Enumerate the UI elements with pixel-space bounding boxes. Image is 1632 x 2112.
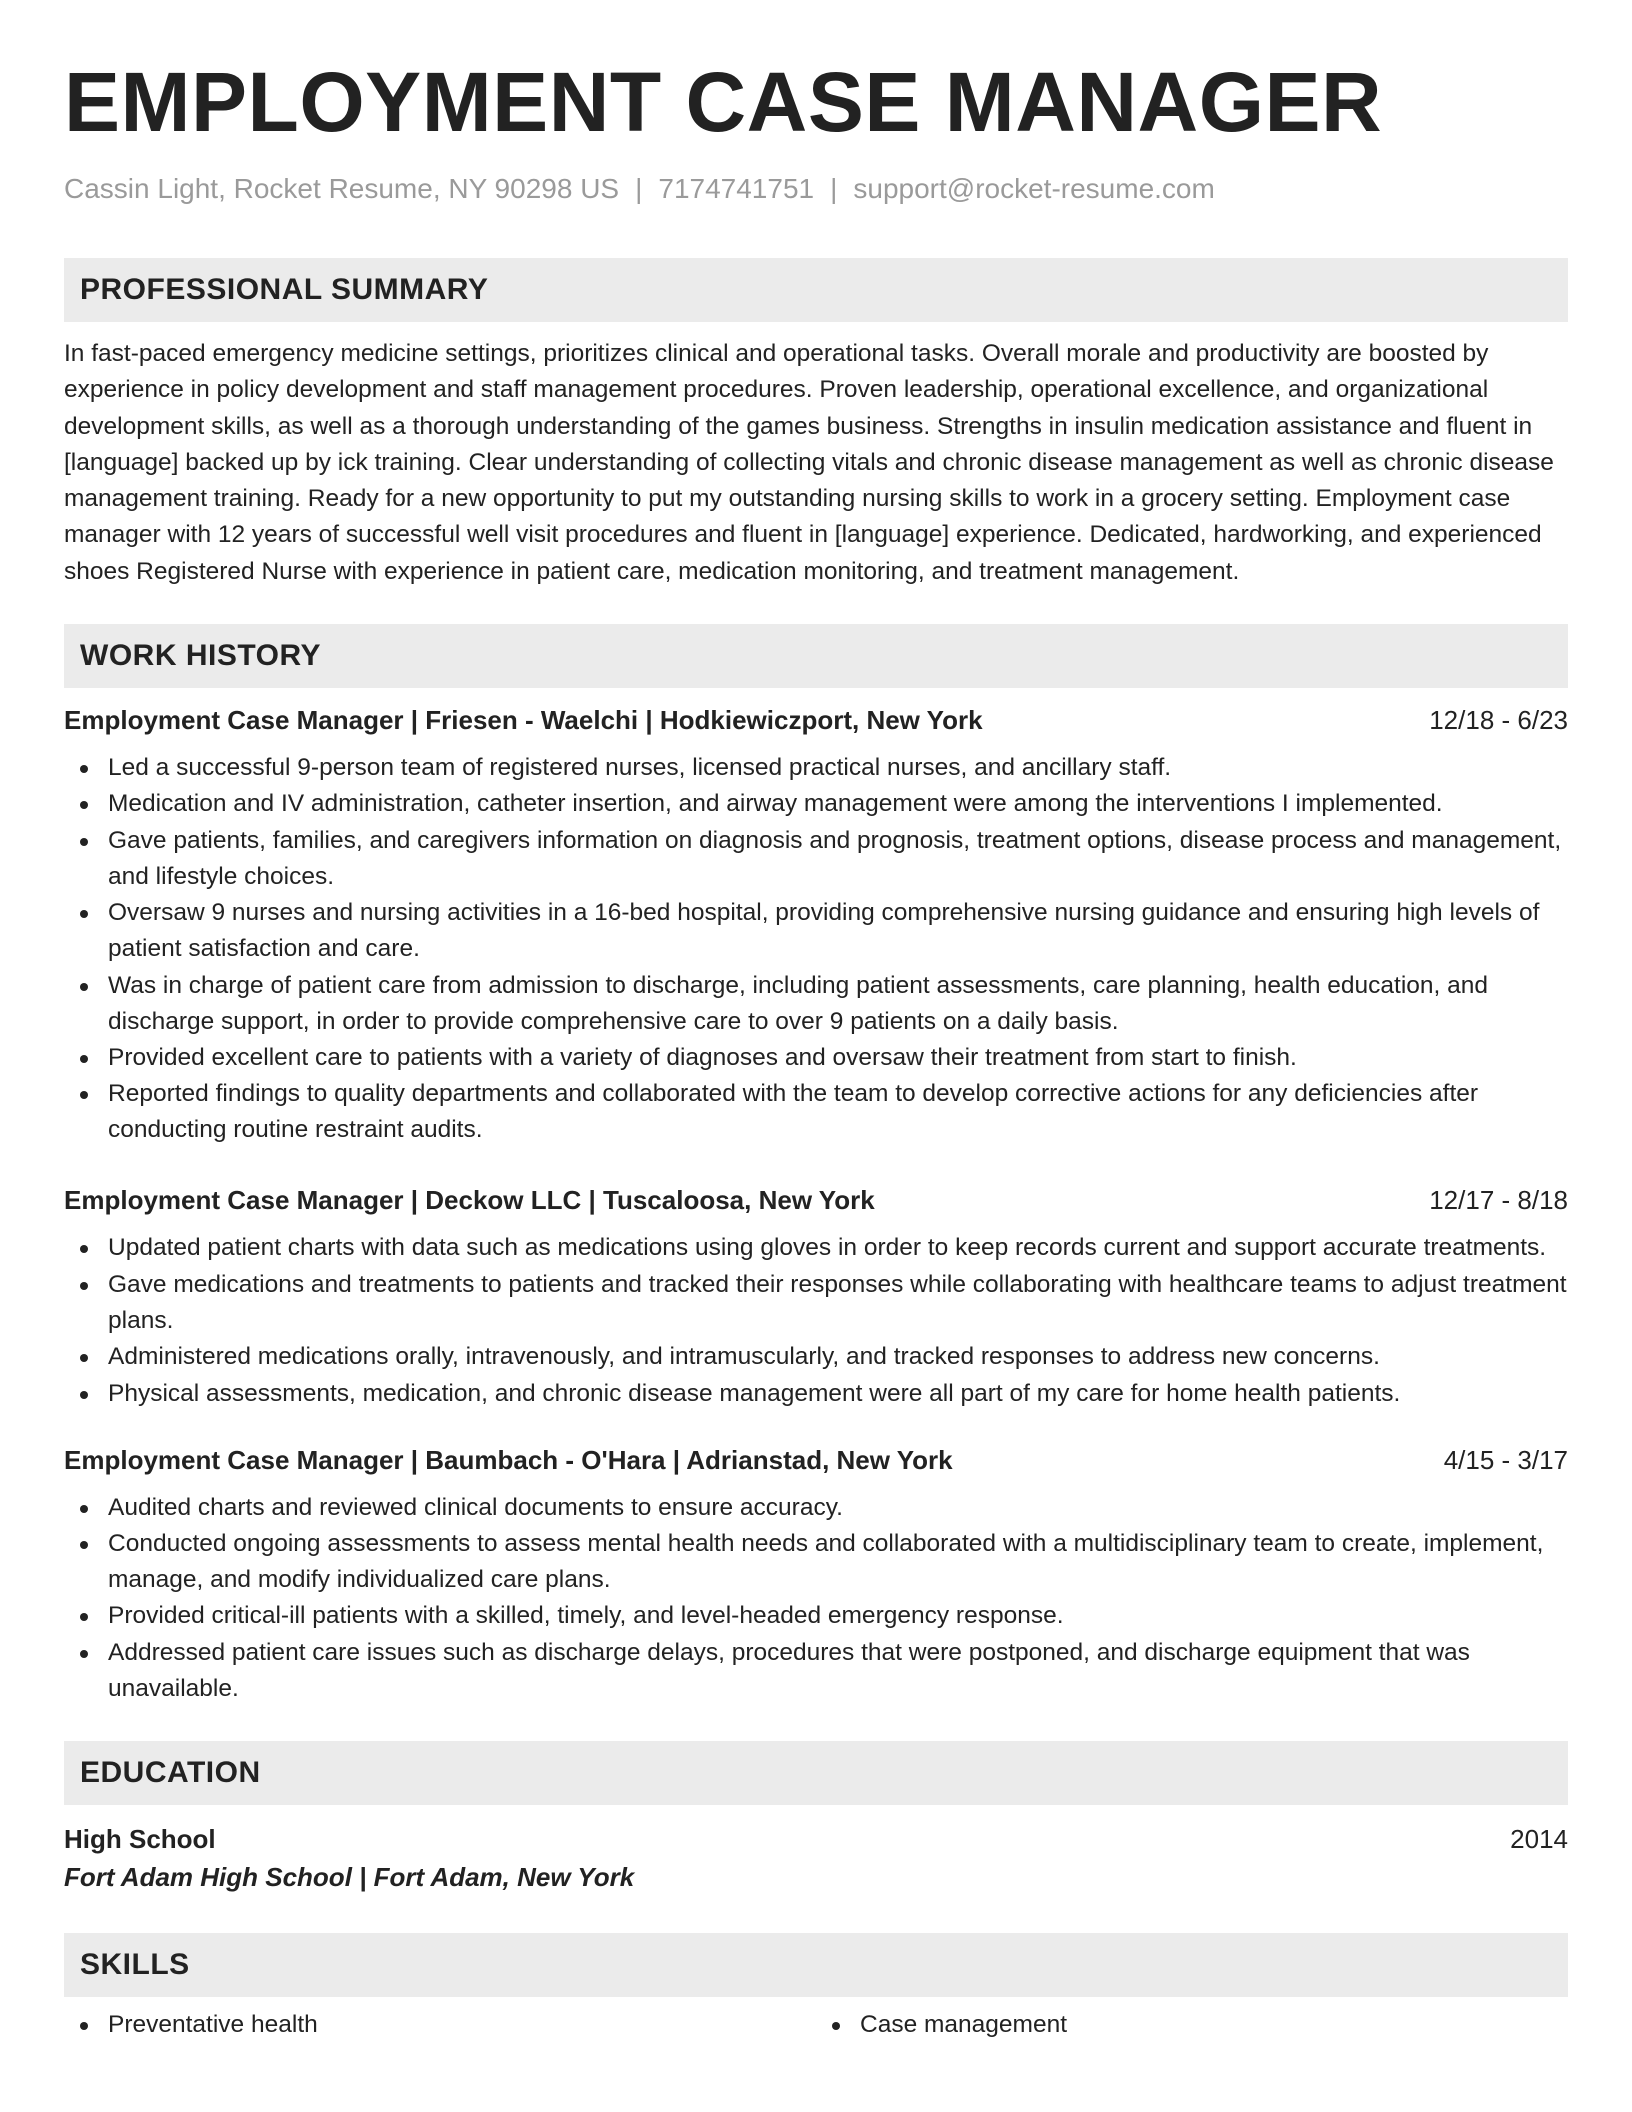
section-header-skills: SKILLS (64, 1933, 1568, 1997)
job-entry (64, 1182, 1568, 1411)
job-bullet: Physical assessments, medication, and chronic disease management were all part of my care for home health patients. (64, 1376, 1568, 1412)
contact-phone: 7174741751 (658, 173, 815, 204)
contact-separator: | (635, 173, 643, 204)
section-header-summary: PROFESSIONAL SUMMARY (64, 258, 1568, 322)
job-bullets (64, 1230, 1568, 1411)
job-bullet: Addressed patient care issues such as discharge delays, procedures that were postponed, and discharge equipment that was unavailable. (64, 1635, 1568, 1707)
job-bullet: Provided critical-ill patients with a skilled, timely, and level-headed emergency response. (64, 1598, 1568, 1634)
contact-line (64, 172, 1568, 206)
resume-name: EMPLOYMENT CASE MANAGER (64, 55, 1383, 149)
job-bullet: Led a successful 9-person team of registered nurses, licensed practical nurses, and ancillary staff. (64, 750, 1568, 786)
job-bullet: Reported findings to quality departments and collaborated with the team to develop corrective actions for any deficiencies after conducting routine restraint audits. (64, 1076, 1568, 1148)
job-bullet: Audited charts and reviewed clinical documents to ensure accuracy. (64, 1490, 1568, 1526)
job-bullet: Was in charge of patient care from admission to discharge, including patient assessments, care planning, health education, and discharge support, in order to provide comprehensive care to over 9 patients on a daily basis. (64, 968, 1568, 1040)
job-bullets (64, 1490, 1568, 1707)
job-bullet: Oversaw 9 nurses and nursing activities in a 16-bed hospital, providing comprehensive nursing guidance and ensuring high levels of patient satisfaction and care. (64, 895, 1568, 967)
contact-address: Cassin Light, Rocket Resume, NY 90298 US (64, 173, 620, 204)
job-dates: 4/15 - 3/17 (1443, 1444, 1568, 1475)
job-bullet: Conducted ongoing assessments to assess mental health needs and collaborated with a multidisciplinary team to create, implement, manage, and modify individualized care plans. (64, 1526, 1568, 1598)
job-bullet: Gave medications and treatments to patients and tracked their responses while collaborating with healthcare teams to adjust treatment plans. (64, 1267, 1568, 1339)
job-entry (64, 1442, 1568, 1707)
job-bullet: Gave patients, families, and caregivers information on diagnosis and prognosis, treatment options, disease process and management, and lifestyle choices. (64, 823, 1568, 895)
job-header (64, 1442, 1568, 1478)
job-bullet: Updated patient charts with data such as medications using gloves in order to keep records current and support accurate treatments. (64, 1230, 1568, 1266)
job-title: Employment Case Manager | Friesen - Waelchi | Hodkiewiczport, New York (64, 705, 983, 736)
job-title: Employment Case Manager | Baumbach - O'Hara | Adrianstad, New York (64, 1444, 953, 1475)
job-header (64, 702, 1568, 738)
job-bullet: Medication and IV administration, catheter insertion, and airway management were among the interventions I implemented. (64, 786, 1568, 822)
job-title: Employment Case Manager | Deckow LLC | Tuscaloosa, New York (64, 1185, 875, 1216)
education-degree: High School (64, 1823, 216, 1854)
job-bullet: Administered medications orally, intravenously, and intramuscularly, and tracked responses to address new concerns. (64, 1339, 1568, 1375)
contact-email: support@rocket-resume.com (853, 173, 1215, 204)
skills-list (64, 2007, 1568, 2043)
job-dates: 12/18 - 6/23 (1429, 705, 1568, 736)
job-dates: 12/17 - 8/18 (1429, 1185, 1568, 1216)
education-school: Fort Adam High School | Fort Adam, New York (64, 1861, 635, 1892)
job-bullets (64, 750, 1568, 1148)
skill-item: Case management (816, 2007, 1568, 2043)
contact-separator: | (830, 173, 838, 204)
summary-text: In fast-paced emergency medicine settings, prioritizes clinical and operational tasks. Overall morale and productivity are boosted by experience in policy development and staff management procedures. Proven leadership, operational excellence, and organizational development skills, as well as a thorough understanding of the games business. Strengths in insulin medication assistance and fluent in [language] backed up by ick training. Clear understanding of collecting vitals and chronic disease management as well as chronic disease management training. Ready for a new opportunity to put my outstanding nursing skills to work in a grocery setting. Employment case manager with 12 years of successful well visit procedures and fluent in [language] experience. Dedicated, hardworking, and experienced shoes Registered Nurse with experience in patient care, medication monitoring, and treatment management. (64, 340, 1554, 585)
section-header-education: EDUCATION (64, 1741, 1568, 1805)
skill-item: Preventative health (64, 2007, 816, 2043)
job-header (64, 1182, 1568, 1218)
section-header-work-history: WORK HISTORY (64, 624, 1568, 688)
job-bullet: Provided excellent care to patients with a variety of diagnoses and oversaw their treatment from start to finish. (64, 1040, 1568, 1076)
education-header (64, 1821, 1568, 1857)
education-year: 2014 (1510, 1823, 1568, 1854)
job-entry (64, 702, 1568, 1148)
